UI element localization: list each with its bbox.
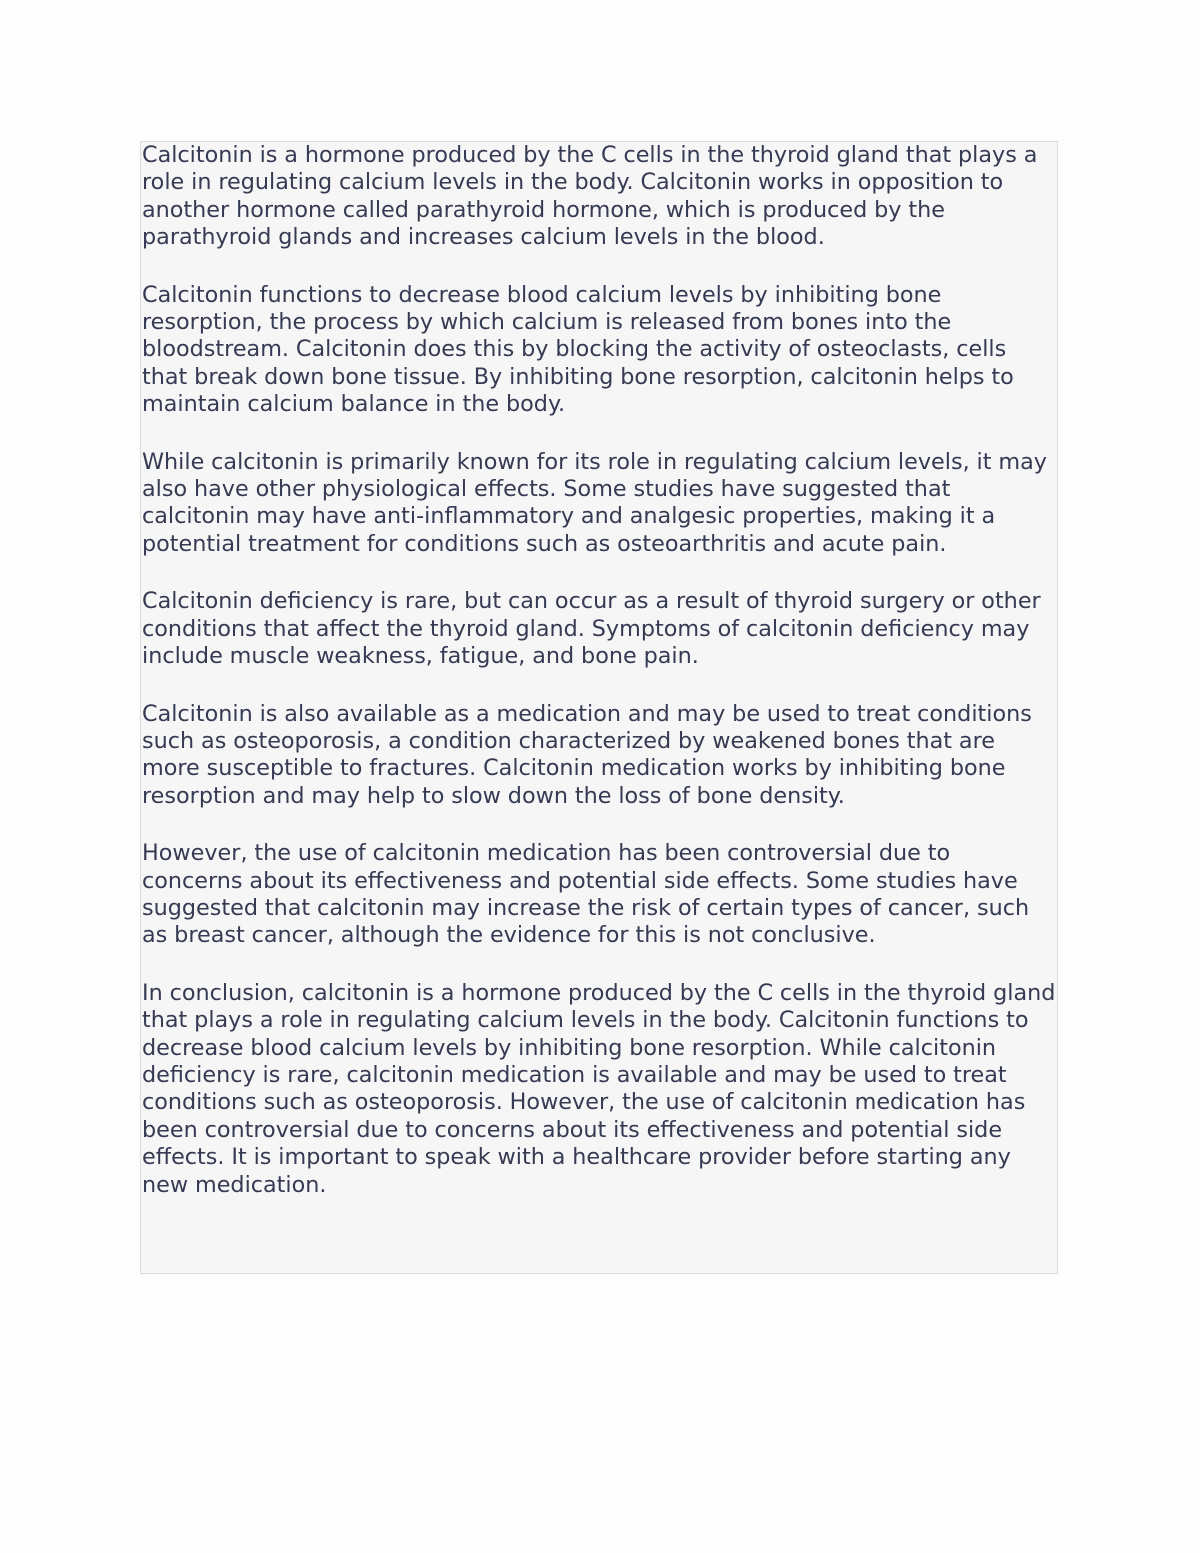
paragraph-5: Calcitonin is also available as a medication and may be used to treat conditions such as osteoporosis, a condition characterized by weakened bones that are more susceptible to fractures. Calcitonin medication works by inhibiting bone resorption and may help to slow down the loss of bone density. [142,700,1032,809]
document-text-box [140,141,1058,1274]
paragraph-1: Calcitonin is a hormone produced by the C cells in the thyroid gland that plays a role in regulating calcium levels in the body. Calcitonin works in opposition to another hormone called parathyroid hormone, which is produced by the parathyroid glands and increases calcium levels in the blood. [142,142,1038,251]
paragraph-7: In conclusion, calcitonin is a hormone produced by the C cells in the thyroid gland that plays a role in regulating calcium levels in the body. Calcitonin functions to decrease blood calcium levels by inhibiting bone resorption. While calcitonin deficiency is rare, calcitonin medication is available and may be used to treat conditions such as osteoporosis. However, the use of calcitonin medication has been controversial due to concerns about its effectiveness and potential side effects. It is important to speak with a healthcare provider before starting any new medication. [142,979,1056,1198]
paragraph-2: Calcitonin functions to decrease blood calcium levels by inhibiting bone resorption, the process by which calcium is released from bones into the bloodstream. Calcitonin does this by blocking the activity of osteoclasts, cells that break down bone tissue. By inhibiting bone resorption, calcitonin helps to maintain calcium balance in the body. [142,281,1014,418]
paragraph-3: While calcitonin is primarily known for its role in regulating calcium levels, it may also have other physiological effects. Some studies have suggested that calcitonin may have anti-inflammatory and analgesic properties, making it a potential treatment for conditions such as osteoarthritis and acute pain. [142,448,1047,557]
paragraph-6: However, the use of calcitonin medication has been controversial due to concerns about its effectiveness and potential side effects. Some studies have suggested that calcitonin may increase the risk of certain types of cancer, such as breast cancer, although the evidence for this is not conclusive. [142,840,1030,949]
paragraph-4: Calcitonin deficiency is rare, but can occur as a result of thyroid surgery or other conditions that affect the thyroid gland. Symptoms of calcitonin deficiency may include muscle weakness, fatigue, and bone pain. [142,588,1041,670]
